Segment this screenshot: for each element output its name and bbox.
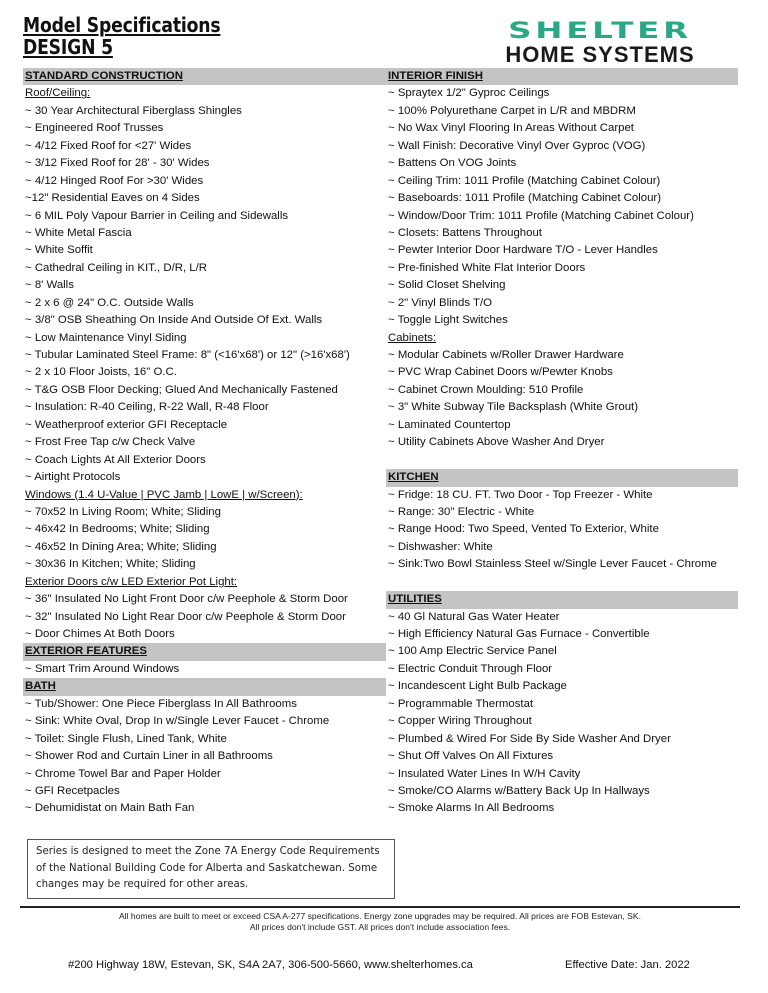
title-block [23, 14, 253, 58]
list-item: ~ 100 Amp Electric Service Panel [388, 645, 557, 658]
section-heading-interior-finish: INTERIOR FINISH [388, 70, 483, 82]
list-item: ~ Fridge: 18 CU. FT. Two Door - Top Freezer - White [388, 488, 653, 501]
list-item: ~ Cabinet Crown Moulding: 510 Profile [388, 383, 584, 396]
section-heading-bath: BATH [23, 678, 386, 695]
list-item: ~ Spraytex 1/2" Gyproc Ceilings [388, 87, 550, 100]
subheading-roof-ceiling: Roof/Ceiling: [25, 87, 91, 100]
subheading-cabinets: Cabinets: [388, 331, 437, 344]
list-item: ~ 4/12 Hinged Roof For >30' Wides [25, 174, 204, 187]
list-item: ~ Low Maintenance Vinyl Siding [25, 331, 187, 344]
subheading-exterior-doors: Exterior Doors c/w LED Exterior Pot Light: [25, 575, 238, 588]
list-item: ~ Toilet: Single Flush, Lined Tank, White [25, 732, 227, 745]
list-item: ~ 36" Insulated No Light Front Door c/w Peephole & Storm Door [25, 593, 348, 606]
list-item: ~ Electric Conduit Through Floor [388, 662, 553, 675]
list-item: ~12" Residential Eaves on 4 Sides [25, 192, 200, 205]
list-item: ~ Battens On VOG Joints [388, 157, 517, 170]
list-item: ~ Engineered Roof Trusses [25, 122, 164, 135]
list-item: ~ Baseboards: 1011 Profile (Matching Cabinet Colour) [388, 192, 661, 205]
list-item: ~ Range: 30" Electric - White [388, 505, 535, 518]
list-item: ~ Shower Rod and Curtain Liner in all Bathrooms [25, 750, 273, 763]
footer-fine-print [20, 911, 740, 933]
spacer [386, 574, 738, 591]
contact-info: #200 Highway 18W, Estevan, SK, S4A 2A7, 306-500-5660, www.shelterhomes.ca [68, 959, 473, 971]
right-column [386, 68, 738, 818]
list-item: ~ Coach Lights At All Exterior Doors [25, 453, 206, 466]
list-item: ~ 2 x 6 @ 24" O.C. Outside Walls [25, 296, 194, 309]
list-item: ~ Shut Off Valves On All Fixtures [388, 750, 554, 763]
list-item: ~ White Soffit [25, 244, 93, 257]
list-item: ~ Pre-finished White Flat Interior Doors [388, 261, 586, 274]
shelter-logo [480, 18, 720, 66]
list-item: ~ Closets: Battens Throughout [388, 226, 542, 239]
list-item: ~ Smoke Alarms In All Bedrooms [388, 802, 555, 815]
effective-date: Effective Date: Jan. 2022 [565, 959, 690, 971]
list-item: ~ Insulation: R-40 Ceiling, R-22 Wall, R-48 Floor [25, 401, 269, 414]
list-item: ~ Cathedral Ceiling in KIT., D/R, L/R [25, 261, 208, 274]
left-column [23, 68, 386, 818]
list-item: ~ 32" Insulated No Light Rear Door c/w Peephole & Storm Door [25, 610, 346, 623]
subheading-windows: Windows (1.4 U-Value | PVC Jamb | LowE | w/Screen): [25, 488, 303, 501]
section-heading-standard-construction: STANDARD CONSTRUCTION [25, 70, 183, 82]
section-heading-utilities: UTILITIES [386, 591, 738, 608]
logo-tagline: HOME SYSTEMS [505, 42, 695, 67]
list-item: ~ 30 Year Architectural Fiberglass Shingles [25, 104, 242, 117]
list-item: ~ 2 x 10 Floor Joists, 16" O.C. [25, 366, 177, 379]
fine-print-line-1: All homes are built to meet or exceed CSA A-277 specifications. Energy zone upgrades may be required. All prices are FOB Estevan, SK. [118, 911, 642, 921]
list-item: ~ Range Hood: Two Speed, Vented To Exterior, White [388, 523, 659, 536]
page-title: Model Specifications [23, 13, 221, 37]
logo-wordmark: SHELTER [508, 18, 692, 44]
list-item: ~ Incandescent Light Bulb Package [388, 680, 567, 693]
list-item: ~ Frost Free Tap c/w Check Valve [25, 436, 196, 449]
list-item: ~ Tub/Shower: One Piece Fiberglass In All Bathrooms [25, 697, 297, 710]
footer-divider [20, 906, 740, 908]
list-item: ~ Utility Cabinets Above Washer And Dryer [388, 436, 605, 449]
list-item: ~ White Metal Fascia [25, 226, 132, 239]
section-heading-exterior-features: EXTERIOR FEATURES [23, 643, 386, 660]
list-item: ~ Dishwasher: White [388, 540, 493, 553]
list-item: ~ High Efficiency Natural Gas Furnace - Convertible [388, 628, 650, 640]
list-item: ~ 30x36 In Kitchen; White; Sliding [25, 558, 196, 571]
list-item: ~ Copper Wiring Throughout [388, 715, 532, 728]
list-item: ~ 3/8" OSB Sheathing On Inside And Outside Of Ext. Walls [25, 314, 323, 327]
list-item: ~ Laminated Countertop [388, 418, 511, 431]
list-item: ~ Sink:Two Bowl Stainless Steel w/Single Lever Faucet - Chrome [388, 558, 717, 571]
list-item: ~ 2" Vinyl Blinds T/O [388, 296, 492, 309]
list-item: ~ Smart Trim Around Windows [25, 662, 180, 675]
list-item: ~ 8' Walls [25, 279, 74, 292]
list-item: ~ T&G OSB Floor Decking; Glued And Mechanically Fastened [25, 383, 338, 396]
list-item: ~ GFI Recetpacles [25, 784, 120, 797]
list-item: ~ 40 Gl Natural Gas Water Heater [388, 610, 560, 623]
list-item: ~ Wall Finish: Decorative Vinyl Over Gyproc (VOG) [388, 139, 646, 152]
energy-code-notice: Series is designed to meet the Zone 7A Energy Code Requirements of the National Building Code for Alberta and Saskatchewan. Some changes may be required for other areas. [27, 839, 395, 899]
list-item: ~ 46x52 In Dining Area; White; Sliding [25, 540, 217, 553]
list-item: ~ 4/12 Fixed Roof for <27' Wides [25, 139, 192, 152]
list-item: ~ 3" White Subway Tile Backsplash (White Grout) [388, 401, 638, 414]
list-item: ~ No Wax Vinyl Flooring In Areas Without Carpet [388, 122, 634, 135]
list-item: ~ Chrome Towel Bar and Paper Holder [25, 767, 221, 780]
list-item: ~ PVC Wrap Cabinet Doors w/Pewter Knobs [388, 366, 613, 379]
list-item: ~ Solid Closet Shelving [388, 279, 506, 292]
list-item: ~ Ceiling Trim: 1011 Profile (Matching Cabinet Colour) [388, 174, 661, 187]
fine-print-line-2: All prices don't include GST. All prices don't include association fees. [249, 922, 511, 932]
list-item: ~ 70x52 In Living Room; White; Sliding [25, 505, 221, 518]
list-item: ~ Weatherproof exterior GFI Receptacle [25, 418, 228, 431]
list-item: ~ 6 MIL Poly Vapour Barrier in Ceiling and Sidewalls [25, 209, 289, 222]
list-item: ~ Modular Cabinets w/Roller Drawer Hardware [388, 349, 624, 361]
list-item: ~ 46x42 In Bedrooms; White; Sliding [25, 523, 210, 536]
list-item: ~ Window/Door Trim: 1011 Profile (Matching Cabinet Colour) [388, 209, 694, 222]
list-item: ~ Insulated Water Lines In W/H Cavity [388, 767, 581, 780]
list-item: ~ Programmable Thermostat [388, 697, 534, 710]
list-item: ~ Tubular Laminated Steel Frame: 8" (<16'x68') or 12" (>16'x68') [25, 349, 350, 361]
list-item: ~ Smoke/CO Alarms w/Battery Back Up In Hallways [388, 784, 650, 797]
section-heading-kitchen: KITCHEN [386, 469, 738, 486]
design-name: DESIGN 5 [23, 35, 113, 59]
list-item: ~ Dehumidistat on Main Bath Fan [25, 802, 195, 815]
list-item: ~ Plumbed & Wired For Side By Side Washer And Dryer [388, 732, 671, 745]
list-item: ~ Airtight Protocols [25, 471, 121, 484]
list-item: ~ Sink: White Oval, Drop In w/Single Lever Faucet - Chrome [25, 715, 330, 728]
spacer [386, 452, 738, 469]
list-item: ~ 100% Polyurethane Carpet in L/R and MBDRM [388, 104, 636, 117]
list-item: ~ Toggle Light Switches [388, 314, 508, 327]
list-item: ~ 3/12 Fixed Roof for 28' - 30' Wides [25, 157, 210, 170]
list-item: ~ Door Chimes At Both Doors [25, 628, 175, 640]
list-item: ~ Pewter Interior Door Hardware T/O - Lever Handles [388, 244, 658, 257]
